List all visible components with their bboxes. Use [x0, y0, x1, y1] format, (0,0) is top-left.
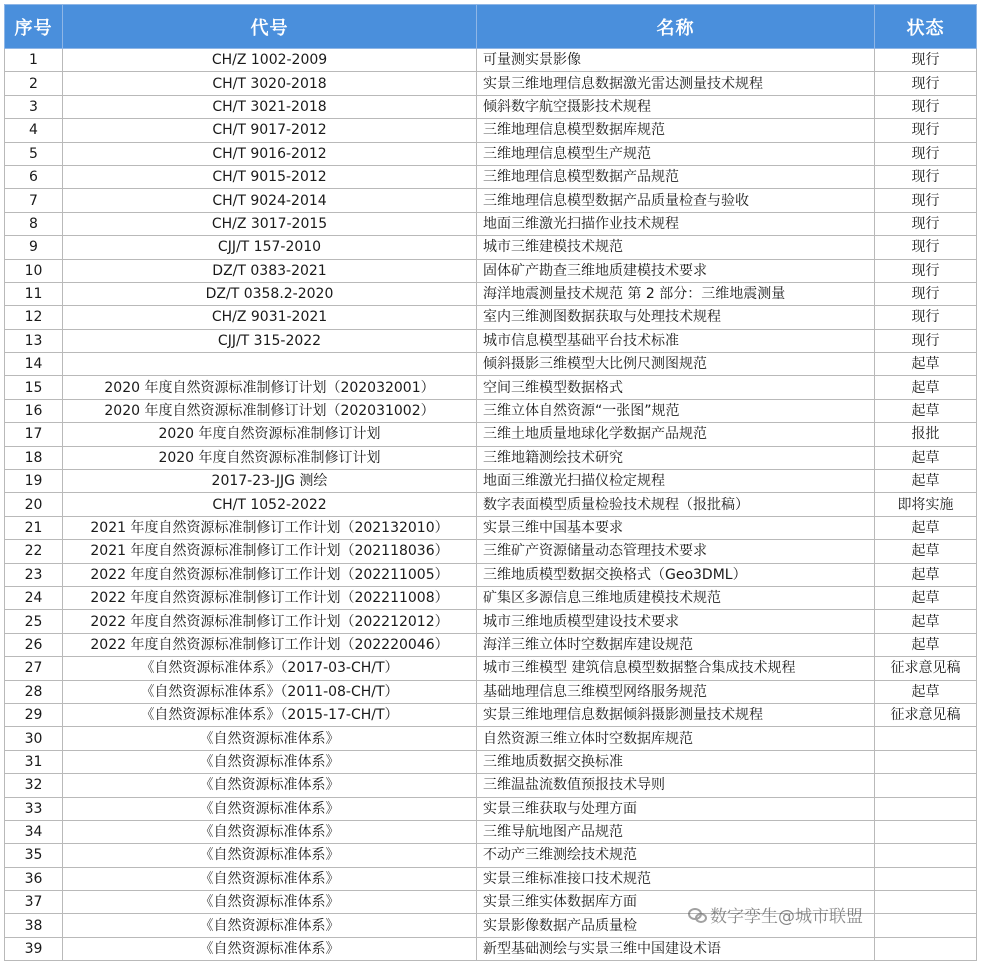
- cell-no: 1: [5, 49, 63, 72]
- cell-no: 36: [5, 867, 63, 890]
- cell-code: 2020 年度自然资源标准制修订计划: [63, 446, 477, 469]
- cell-no: 16: [5, 399, 63, 422]
- cell-code: 《自然资源标准体系》: [63, 867, 477, 890]
- cell-no: 33: [5, 797, 63, 820]
- cell-name: 三维导航地图产品规范: [477, 820, 875, 843]
- cell-status: [875, 727, 977, 750]
- cell-code: CH/Z 9031-2021: [63, 306, 477, 329]
- cell-name: 室内三维测图数据获取与处理技术规程: [477, 306, 875, 329]
- table-header: [5, 5, 977, 49]
- cell-no: 21: [5, 516, 63, 539]
- cell-name: 三维地理信息模型数据产品质量检查与验收: [477, 189, 875, 212]
- cell-status: 现行: [875, 306, 977, 329]
- cell-name: 新型基础测绘与实景三维中国建设术语: [477, 937, 875, 960]
- cell-code: DZ/T 0358.2-2020: [63, 282, 477, 305]
- cell-code: 2017-23-JJG 测绘: [63, 470, 477, 493]
- cell-name: 城市三维建模技术规范: [477, 236, 875, 259]
- cell-code: CH/Z 1002-2009: [63, 49, 477, 72]
- header-row: [5, 5, 977, 49]
- cell-name: 三维地质数据交换标准: [477, 750, 875, 773]
- cell-no: 8: [5, 212, 63, 235]
- cell-no: 30: [5, 727, 63, 750]
- table-row: [5, 727, 977, 750]
- cell-status: 现行: [875, 212, 977, 235]
- table-row: [5, 633, 977, 656]
- cell-name: 实景三维标准接口技术规范: [477, 867, 875, 890]
- cell-status: 起草: [875, 610, 977, 633]
- table-row: [5, 399, 977, 422]
- cell-code: 《自然资源标准体系》: [63, 914, 477, 937]
- cell-code: CH/T 3020-2018: [63, 72, 477, 95]
- cell-status: 起草: [875, 680, 977, 703]
- cell-status: 起草: [875, 540, 977, 563]
- table-row: [5, 470, 977, 493]
- cell-code: DZ/T 0383-2021: [63, 259, 477, 282]
- cell-code: 2022 年度自然资源标准制修订工作计划（202211008）: [63, 586, 477, 609]
- table-row: [5, 446, 977, 469]
- cell-status: 起草: [875, 446, 977, 469]
- cell-no: 12: [5, 306, 63, 329]
- table-row: [5, 236, 977, 259]
- cell-status: 征求意见稿: [875, 657, 977, 680]
- cell-code: CH/Z 3017-2015: [63, 212, 477, 235]
- cell-no: 29: [5, 703, 63, 726]
- cell-no: 9: [5, 236, 63, 259]
- cell-name: 三维地理信息模型数据库规范: [477, 119, 875, 142]
- cell-status: 起草: [875, 633, 977, 656]
- cell-code: 2020 年度自然资源标准制修订计划（202032001）: [63, 376, 477, 399]
- table-row: [5, 306, 977, 329]
- cell-no: 19: [5, 470, 63, 493]
- table-row: [5, 820, 977, 843]
- cell-no: 13: [5, 329, 63, 352]
- cell-no: 3: [5, 95, 63, 118]
- table-row: [5, 259, 977, 282]
- cell-name: 城市信息模型基础平台技术标准: [477, 329, 875, 352]
- cell-name: 三维土地质量地球化学数据产品规范: [477, 423, 875, 446]
- cell-status: [875, 774, 977, 797]
- cell-name: 实景三维地理信息数据激光雷达测量技术规程: [477, 72, 875, 95]
- cell-status: [875, 867, 977, 890]
- cell-status: 起草: [875, 516, 977, 539]
- table-row: [5, 750, 977, 773]
- cell-status: 现行: [875, 236, 977, 259]
- standards-table: [4, 4, 977, 961]
- cell-no: 22: [5, 540, 63, 563]
- cell-code: 2021 年度自然资源标准制修订工作计划（202132010）: [63, 516, 477, 539]
- cell-status: 征求意见稿: [875, 703, 977, 726]
- cell-status: 起草: [875, 399, 977, 422]
- cell-name: 地面三维激光扫描仪检定规程: [477, 470, 875, 493]
- cell-code: [63, 353, 477, 376]
- standards-table-container: [4, 4, 976, 961]
- cell-name: 空间三维模型数据格式: [477, 376, 875, 399]
- table-row: [5, 282, 977, 305]
- cell-status: 起草: [875, 376, 977, 399]
- table-row: [5, 657, 977, 680]
- cell-no: 6: [5, 165, 63, 188]
- cell-no: 5: [5, 142, 63, 165]
- cell-status: 起草: [875, 470, 977, 493]
- table-row: [5, 680, 977, 703]
- cell-no: 23: [5, 563, 63, 586]
- cell-no: 37: [5, 891, 63, 914]
- cell-code: 《自然资源标准体系》: [63, 891, 477, 914]
- cell-name: 实景三维实体数据库方面: [477, 891, 875, 914]
- cell-name: 城市三维模型 建筑信息模型数据整合集成技术规程: [477, 657, 875, 680]
- watermark-text: 数字孪生@城市联盟: [710, 907, 863, 927]
- cell-status: [875, 937, 977, 960]
- cell-no: 18: [5, 446, 63, 469]
- cell-code: 《自然资源标准体系》（2011-08-CH/T）: [63, 680, 477, 703]
- cell-name: 矿集区多源信息三维地质建模技术规范: [477, 586, 875, 609]
- cell-no: 32: [5, 774, 63, 797]
- cell-name: 三维地质模型数据交换格式（Geo3DML）: [477, 563, 875, 586]
- cell-code: CJJ/T 157-2010: [63, 236, 477, 259]
- cell-name: 地面三维激光扫描作业技术规程: [477, 212, 875, 235]
- cell-no: 39: [5, 937, 63, 960]
- cell-no: 35: [5, 844, 63, 867]
- table-row: [5, 797, 977, 820]
- table-row: [5, 376, 977, 399]
- cell-code: 2020 年度自然资源标准制修订计划: [63, 423, 477, 446]
- cell-no: 34: [5, 820, 63, 843]
- table-row: [5, 95, 977, 118]
- table-row: [5, 119, 977, 142]
- cell-no: 28: [5, 680, 63, 703]
- cell-status: 报批: [875, 423, 977, 446]
- cell-status: 现行: [875, 165, 977, 188]
- cell-code: 2020 年度自然资源标准制修订计划（202031002）: [63, 399, 477, 422]
- table-row: [5, 72, 977, 95]
- cell-code: 《自然资源标准体系》: [63, 937, 477, 960]
- cell-name: 三维温盐流数值预报技术导则: [477, 774, 875, 797]
- cell-code: CH/T 9015-2012: [63, 165, 477, 188]
- cell-status: 现行: [875, 49, 977, 72]
- cell-no: 7: [5, 189, 63, 212]
- cell-name: 基础地理信息三维模型网络服务规范: [477, 680, 875, 703]
- table-row: [5, 165, 977, 188]
- cell-status: [875, 844, 977, 867]
- cell-code: 《自然资源标准体系》: [63, 820, 477, 843]
- header-name: 名称: [477, 5, 875, 49]
- cell-name: 倾斜数字航空摄影技术规程: [477, 95, 875, 118]
- cell-name: 实景三维中国基本要求: [477, 516, 875, 539]
- cell-no: 11: [5, 282, 63, 305]
- cell-name: 实景影像数据产品质量检: [477, 914, 875, 937]
- cell-status: 现行: [875, 329, 977, 352]
- table-row: [5, 189, 977, 212]
- cell-code: CH/T 9017-2012: [63, 119, 477, 142]
- table-row: [5, 516, 977, 539]
- cell-name: 城市三维地质模型建设技术要求: [477, 610, 875, 633]
- cell-code: 《自然资源标准体系》（2015-17-CH/T）: [63, 703, 477, 726]
- cell-name: 三维地理信息模型数据产品规范: [477, 165, 875, 188]
- cell-code: CH/T 1052-2022: [63, 493, 477, 516]
- cell-code: 2021 年度自然资源标准制修订工作计划（202118036）: [63, 540, 477, 563]
- cell-name: 数字表面模型质量检验技术规程（报批稿）: [477, 493, 875, 516]
- table-row: [5, 329, 977, 352]
- wechat-icon: [688, 908, 706, 922]
- table-row: [5, 142, 977, 165]
- cell-name: 三维地籍测绘技术研究: [477, 446, 875, 469]
- table-body: [5, 49, 977, 961]
- cell-code: 《自然资源标准体系》: [63, 844, 477, 867]
- cell-code: 《自然资源标准体系》: [63, 727, 477, 750]
- watermark: [688, 902, 863, 927]
- cell-code: CH/T 9016-2012: [63, 142, 477, 165]
- cell-status: 现行: [875, 72, 977, 95]
- cell-code: CH/T 9024-2014: [63, 189, 477, 212]
- cell-name: 海洋三维立体时空数据库建设规范: [477, 633, 875, 656]
- cell-status: 现行: [875, 95, 977, 118]
- table-row: [5, 49, 977, 72]
- cell-status: 现行: [875, 189, 977, 212]
- cell-no: 10: [5, 259, 63, 282]
- cell-name: 海洋地震测量技术规范 第 2 部分：三维地震测量: [477, 282, 875, 305]
- cell-no: 38: [5, 914, 63, 937]
- table-row: [5, 937, 977, 960]
- cell-no: 20: [5, 493, 63, 516]
- cell-status: [875, 891, 977, 914]
- cell-code: 《自然资源标准体系》: [63, 797, 477, 820]
- cell-name: 三维立体自然资源“一张图”规范: [477, 399, 875, 422]
- cell-status: 即将实施: [875, 493, 977, 516]
- cell-status: [875, 820, 977, 843]
- table-row: [5, 703, 977, 726]
- cell-no: 17: [5, 423, 63, 446]
- cell-status: [875, 750, 977, 773]
- cell-code: 《自然资源标准体系》（2017-03-CH/T）: [63, 657, 477, 680]
- cell-status: 起草: [875, 586, 977, 609]
- table-row: [5, 353, 977, 376]
- cell-code: CH/T 3021-2018: [63, 95, 477, 118]
- cell-code: 2022 年度自然资源标准制修订工作计划（202212012）: [63, 610, 477, 633]
- table-row: [5, 844, 977, 867]
- cell-no: 2: [5, 72, 63, 95]
- cell-status: [875, 797, 977, 820]
- header-code: 代号: [63, 5, 477, 49]
- cell-name: 实景三维地理信息数据倾斜摄影测量技术规程: [477, 703, 875, 726]
- cell-status: 现行: [875, 282, 977, 305]
- cell-status: 起草: [875, 563, 977, 586]
- cell-status: [875, 914, 977, 937]
- table-row: [5, 423, 977, 446]
- cell-name: 倾斜摄影三维模型大比例尺测图规范: [477, 353, 875, 376]
- cell-status: 现行: [875, 142, 977, 165]
- cell-no: 24: [5, 586, 63, 609]
- table-row: [5, 493, 977, 516]
- cell-no: 25: [5, 610, 63, 633]
- table-row: [5, 610, 977, 633]
- cell-status: 起草: [875, 353, 977, 376]
- cell-name: 可量测实景影像: [477, 49, 875, 72]
- cell-name: 三维矿产资源储量动态管理技术要求: [477, 540, 875, 563]
- cell-no: 4: [5, 119, 63, 142]
- table-row: [5, 774, 977, 797]
- cell-no: 26: [5, 633, 63, 656]
- cell-code: 《自然资源标准体系》: [63, 750, 477, 773]
- cell-status: 现行: [875, 259, 977, 282]
- cell-name: 三维地理信息模型生产规范: [477, 142, 875, 165]
- cell-name: 不动产三维测绘技术规范: [477, 844, 875, 867]
- cell-code: CJJ/T 315-2022: [63, 329, 477, 352]
- cell-no: 15: [5, 376, 63, 399]
- cell-no: 31: [5, 750, 63, 773]
- table-row: [5, 540, 977, 563]
- header-status: 状态: [875, 5, 977, 49]
- table-row: [5, 212, 977, 235]
- cell-code: 2022 年度自然资源标准制修订工作计划（202220046）: [63, 633, 477, 656]
- cell-code: 2022 年度自然资源标准制修订工作计划（202211005）: [63, 563, 477, 586]
- table-row: [5, 586, 977, 609]
- header-no: 序号: [5, 5, 63, 49]
- cell-no: 14: [5, 353, 63, 376]
- cell-code: 《自然资源标准体系》: [63, 774, 477, 797]
- table-row: [5, 867, 977, 890]
- cell-no: 27: [5, 657, 63, 680]
- cell-name: 自然资源三维立体时空数据库规范: [477, 727, 875, 750]
- cell-status: 现行: [875, 119, 977, 142]
- table-row: [5, 563, 977, 586]
- cell-name: 实景三维获取与处理方面: [477, 797, 875, 820]
- cell-name: 固体矿产勘查三维地质建模技术要求: [477, 259, 875, 282]
